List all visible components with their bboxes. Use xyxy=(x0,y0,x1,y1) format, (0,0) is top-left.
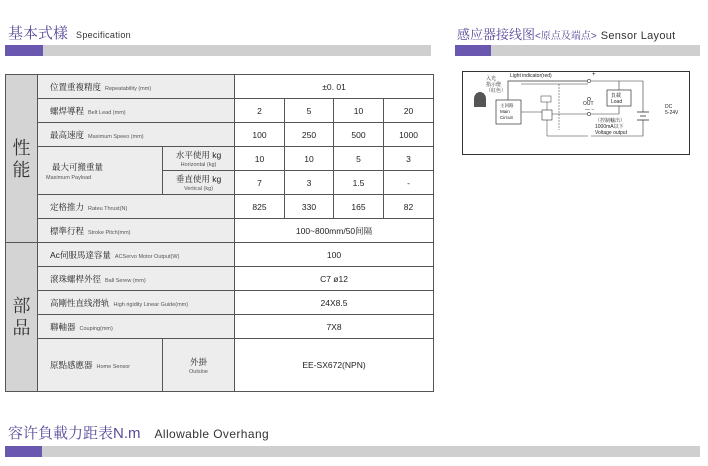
sensor-title-sub: <原点及端点> xyxy=(535,31,597,42)
value-cell: 250 xyxy=(285,123,334,147)
label-home-sensor-type: 外掛 Outsloe xyxy=(163,339,235,392)
value-cell: 5 xyxy=(334,147,384,171)
value-cell: 100 xyxy=(235,123,285,147)
label-ball-screw: 滾珠螺桿外徑 Ball Serew (mm) xyxy=(38,267,235,291)
value-cell: 500 xyxy=(334,123,384,147)
label-home-sensor: 原點感應器 Home Sensor xyxy=(38,339,163,392)
label-coupling: 聯軸器 Couping(mm) xyxy=(38,315,235,339)
spec-title-bar xyxy=(5,45,431,56)
spec-table xyxy=(5,74,434,392)
value-cell: 165 xyxy=(334,195,384,219)
row-coupling xyxy=(6,315,434,339)
label-thrust: 定格推力 Rateu Thrust(N) xyxy=(38,195,235,219)
value-cell: 5 xyxy=(285,99,334,123)
value-cell: 3 xyxy=(285,171,334,195)
value-cell: 10 xyxy=(334,99,384,123)
label-stroke: 標準行程 Stroke Pitch(mm) xyxy=(38,219,235,243)
overhang-section-title xyxy=(8,422,269,443)
row-lead xyxy=(6,99,434,123)
value-guide: 24X8.5 xyxy=(235,291,434,315)
label-lead: 螺焊導程 Belt Lead (mm) xyxy=(38,99,235,123)
neg-label: — − xyxy=(585,107,595,113)
value-cell: 1000 xyxy=(384,123,434,147)
value-coupling: 7X8 xyxy=(235,315,434,339)
label-horizontal: 水平使用 kg Horizontal (kg) xyxy=(163,147,235,171)
dc-label: DC 5-24V xyxy=(665,104,679,116)
plus-label: + xyxy=(592,72,596,78)
value-cell: 3 xyxy=(384,147,434,171)
value-cell: 20 xyxy=(384,99,434,123)
spec-section-title xyxy=(8,22,131,43)
value-repeatability: ±0. 01 xyxy=(235,75,434,99)
label-motor: Ac伺服馬達容量 ACServo Motor Output(W) xyxy=(38,243,235,267)
sensor-title-en: Sensor Layout xyxy=(600,30,676,42)
value-cell: 10 xyxy=(285,147,334,171)
light-indicator-label: Light indicator(red) xyxy=(510,73,552,79)
value-stroke: 100~800mm/50间隔 xyxy=(235,219,434,243)
row-stroke xyxy=(6,219,434,243)
overhang-title-cn: 容许負載力距表N.m xyxy=(8,425,141,442)
row-guide xyxy=(6,291,434,315)
row-repeatability xyxy=(6,75,434,99)
value-cell: 82 xyxy=(384,195,434,219)
label-max-speed: 最高速度 Maximum Speeo (mm) xyxy=(38,123,235,147)
row-ball-screw xyxy=(6,267,434,291)
value-motor: 100 xyxy=(235,243,434,267)
row-motor xyxy=(6,243,434,267)
value-cell: 825 xyxy=(235,195,285,219)
overhang-title-en: Allowable Overhang xyxy=(154,427,270,441)
row-thrust xyxy=(6,195,434,219)
row-payload-horizontal xyxy=(6,147,434,171)
value-cell: 7 xyxy=(235,171,285,195)
value-cell: 10 xyxy=(235,147,285,171)
group-parts: 部品 xyxy=(6,243,38,392)
label-payload: 最大可搬重量 Maximum Payload xyxy=(38,147,163,195)
overhang-title-bar xyxy=(5,446,700,457)
spec-title-cn: 基本式樣 xyxy=(8,25,69,42)
value-cell: 1.5 xyxy=(334,171,384,195)
label-repeatability: 位置重複精度 Repeatability (mm) xyxy=(38,75,235,99)
out-label: OUT xyxy=(583,101,594,107)
value-cell: 2 xyxy=(235,99,285,123)
value-home-sensor: EE-SX672(NPN) xyxy=(235,339,434,392)
value-cell: - xyxy=(384,171,434,195)
led-label: 入光 指示燈 （紅色） xyxy=(486,76,507,94)
group-performance: 性能 xyxy=(6,75,38,243)
sensor-section-title xyxy=(457,24,676,43)
value-cell: 330 xyxy=(285,195,334,219)
sensor-title-cn: 感应器接线图 xyxy=(457,27,536,42)
spec-title-en: Specification xyxy=(76,30,131,40)
value-ball-screw: C7 ø12 xyxy=(235,267,434,291)
label-guide: 高剛性直线滑轨 High rigidity Linear Guide(mm) xyxy=(38,291,235,315)
row-home-sensor xyxy=(6,339,434,392)
label-vertical: 垂直使用 kg Vertical (kg) xyxy=(163,171,235,195)
sensor-wiring-diagram xyxy=(462,71,690,155)
control-output-label: （控制輸出） 1000mA以下 Voltage output xyxy=(595,118,627,136)
main-circuit-label: 主回路 Main Circuit xyxy=(500,103,514,120)
sensor-title-bar xyxy=(455,45,700,56)
load-label: 負載 Load xyxy=(611,93,623,105)
row-max-speed xyxy=(6,123,434,147)
